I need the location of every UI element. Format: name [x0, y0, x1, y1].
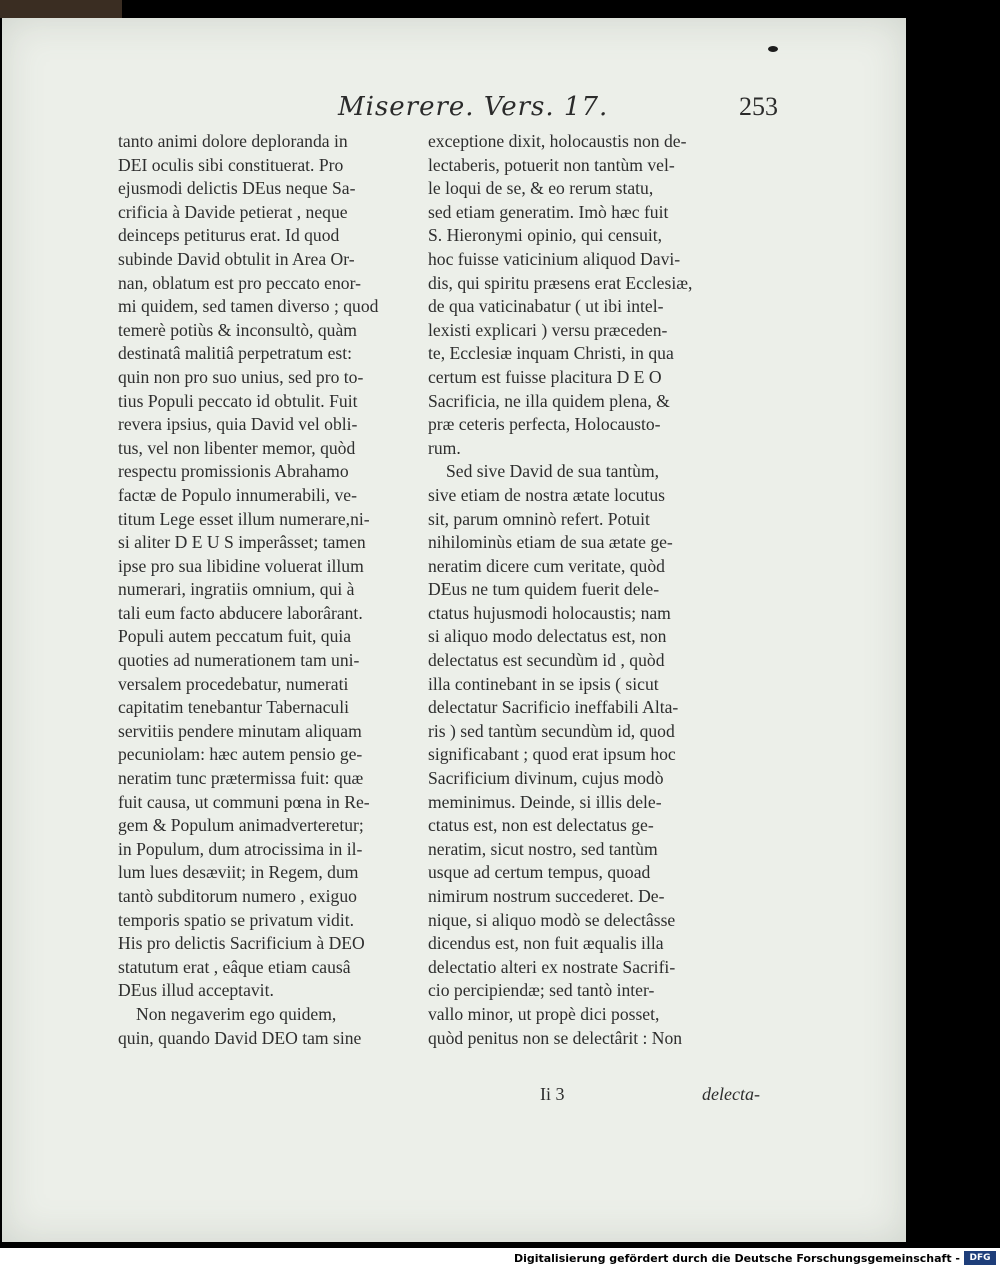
text-line: ctatus est, non est delectatus ge- — [428, 815, 654, 836]
text-line: delectatur Sacrificio ineffabili Alta- — [428, 697, 679, 718]
text-line: in Populum, dum atrocissima in il- — [118, 838, 363, 859]
right-text-column — [428, 130, 762, 1050]
text-line: delectatus est secundùm id , quòd — [428, 650, 665, 671]
text-line: titum Lege esset illum numerare,ni- — [118, 508, 370, 529]
text-line: le loqui de se, & eo rerum statu, — [428, 178, 654, 199]
text-line: factæ de Populo innumerabili, ve- — [118, 484, 357, 505]
text-line: te, Ecclesiæ inquam Christi, in qua — [428, 343, 674, 364]
binding-tab — [0, 0, 122, 18]
text-line: rum. — [428, 437, 461, 458]
text-line: quin non pro suo unius, sed pro to- — [118, 366, 364, 387]
text-line: numerari, ingratiis omnium, qui à — [118, 579, 355, 600]
text-line: cio percipiendæ; sed tantò inter- — [428, 980, 655, 1001]
text-line: fuit causa, ut communi pœna in Re- — [118, 791, 370, 812]
credit-bar — [0, 1248, 1000, 1270]
text-line: temerè potiùs & inconsultò, quàm — [118, 319, 357, 340]
text-line: sit, parum omninò refert. Potuit — [428, 508, 650, 529]
running-title: Miserere. Vers. 17. — [338, 92, 609, 122]
signature-mark: Ii 3 — [540, 1084, 565, 1104]
text-line: tus, vel non libenter memor, quòd — [118, 437, 356, 458]
text-line: versalem procedebatur, numerati — [118, 673, 349, 694]
text-line: deinceps petiturus erat. Id quod — [118, 225, 340, 246]
text-line: dicendus est, non fuit æqualis illa — [428, 933, 664, 954]
text-line: Populi autem peccatum fuit, quia — [118, 626, 352, 647]
text-line: certum est fuisse placitura D E O — [428, 366, 662, 387]
text-line: DEus ne tum quidem fuerit dele- — [428, 579, 660, 600]
text-line: destinatâ malitiâ perpetratum est: — [118, 343, 353, 364]
dfg-logo: DFG — [964, 1251, 996, 1265]
text-line: tanto animi dolore deploranda in — [118, 131, 348, 151]
text-line: tius Populi peccato id obtulit. Fuit — [118, 390, 358, 411]
text-line: hoc fuisse vaticinium aliquod Davi- — [428, 248, 681, 269]
text-line: si aliter D E U S imperâsset; tamen — [118, 532, 366, 553]
text-line: nan, oblatum est pro peccato enor- — [118, 272, 361, 293]
left-text-column — [118, 130, 418, 1050]
text-line: neratim dicere cum veritate, quòd — [428, 555, 665, 576]
text-line: ris ) sed tantùm secundùm id, quod — [428, 720, 675, 741]
credit-line: Digitalisierung gefördert durch die Deutsche Forschungsgemeinschaft - — [513, 1252, 960, 1265]
page-number: 253 — [739, 92, 778, 121]
text-line: S. Hieronymi opinio, qui censuit, — [428, 225, 663, 246]
text-line: usque ad certum tempus, quoad — [428, 862, 651, 883]
text-line: nique, si aliquo modò se delectâsse — [428, 909, 676, 930]
text-line: ctatus hujusmodi holocaustis; nam — [428, 602, 671, 623]
text-line: temporis spatio se privatum vidit. — [118, 909, 355, 930]
text-line: subinde David obtulit in Area Or- — [118, 248, 355, 269]
text-line: tantò subditorum numero , exiguo — [118, 886, 357, 906]
text-line: si aliquo modo delectatus est, non — [428, 626, 667, 647]
ink-mark — [768, 46, 778, 52]
text-line: sed etiam generatim. Imò hæc fuit — [428, 201, 669, 222]
text-line: quòd penitus non se delectârit : Non — [428, 1027, 683, 1048]
text-line: nimirum nostrum succederet. De- — [428, 886, 665, 906]
text-line: capitatim tenebantur Tabernaculi — [118, 697, 349, 718]
text-line: servitiis pendere minutam aliquam — [118, 720, 362, 741]
text-line: nihilominùs etiam de sua ætate ge- — [428, 532, 673, 553]
text-line: revera ipsius, quia David vel obli- — [118, 414, 358, 435]
text-line: crificia à Davide petierat , neque — [118, 201, 348, 222]
text-line: meminimus. Deinde, si illis dele- — [428, 791, 662, 812]
text-line: ipse pro sua libidine voluerat illum — [118, 555, 364, 576]
text-line: præ ceteris perfecta, Holocausto- — [428, 414, 661, 435]
text-line: illa continebant in se ipsis ( sicut — [428, 673, 659, 694]
text-line: pecuniolam: hæc autem pensio ge- — [118, 744, 363, 765]
text-line: sive etiam de nostra ætate locutus — [428, 484, 665, 505]
text-line: significabant ; quod erat ipsum hoc — [428, 744, 676, 765]
text-line: quoties ad numerationem tam uni- — [118, 650, 360, 671]
text-line: neratim tunc prætermissa fuit: quæ — [118, 768, 364, 789]
text-line: lexisti explicari ) versu præceden- — [428, 319, 668, 340]
text-line: neratim, sicut nostro, sed tantùm — [428, 838, 658, 859]
text-line: lectaberis, potuerit non tantùm vel- — [428, 154, 675, 175]
text-line: vallo minor, ut propè dici posset, — [428, 1003, 660, 1024]
text-line: gem & Populum animadverteretur; — [118, 815, 364, 836]
text-line: mi quidem, sed tamen diverso ; quod — [118, 296, 379, 317]
text-line: quin, quando David DEO tam sine — [118, 1027, 362, 1048]
page-footer — [540, 1084, 760, 1108]
text-line: Sed sive David de sua tantùm, — [446, 461, 660, 482]
text-line: Non negaverim ego quidem, — [136, 1003, 337, 1024]
text-line: exceptione dixit, holocaustis non de- — [428, 131, 687, 151]
page-header — [338, 92, 778, 126]
text-line: tali eum facto abducere laborârant. — [118, 602, 363, 623]
text-line: Sacrificium divinum, cujus modò — [428, 768, 664, 789]
text-line: ejusmodi delictis DEus neque Sa- — [118, 178, 356, 199]
text-line: statutum erat , eâque etiam causâ — [118, 956, 351, 977]
text-line: Sacrificia, ne illa quidem plena, & — [428, 390, 670, 411]
text-line: dis, qui spiritu præsens erat Ecclesiæ, — [428, 272, 693, 293]
text-line: lum lues desæviit; in Regem, dum — [118, 862, 359, 883]
text-line: DEI oculis sibi constituerat. Pro — [118, 154, 344, 175]
text-line: respectu promissionis Abrahamo — [118, 461, 349, 482]
text-line: DEus illud acceptavit. — [118, 980, 274, 1001]
text-line: delectatio alteri ex nostrate Sacrifi- — [428, 956, 676, 977]
text-line: His pro delictis Sacrificium à DEO — [118, 933, 365, 954]
catchword: delecta- — [702, 1084, 760, 1104]
text-line: de qua vaticinabatur ( ut ibi intel- — [428, 296, 664, 317]
